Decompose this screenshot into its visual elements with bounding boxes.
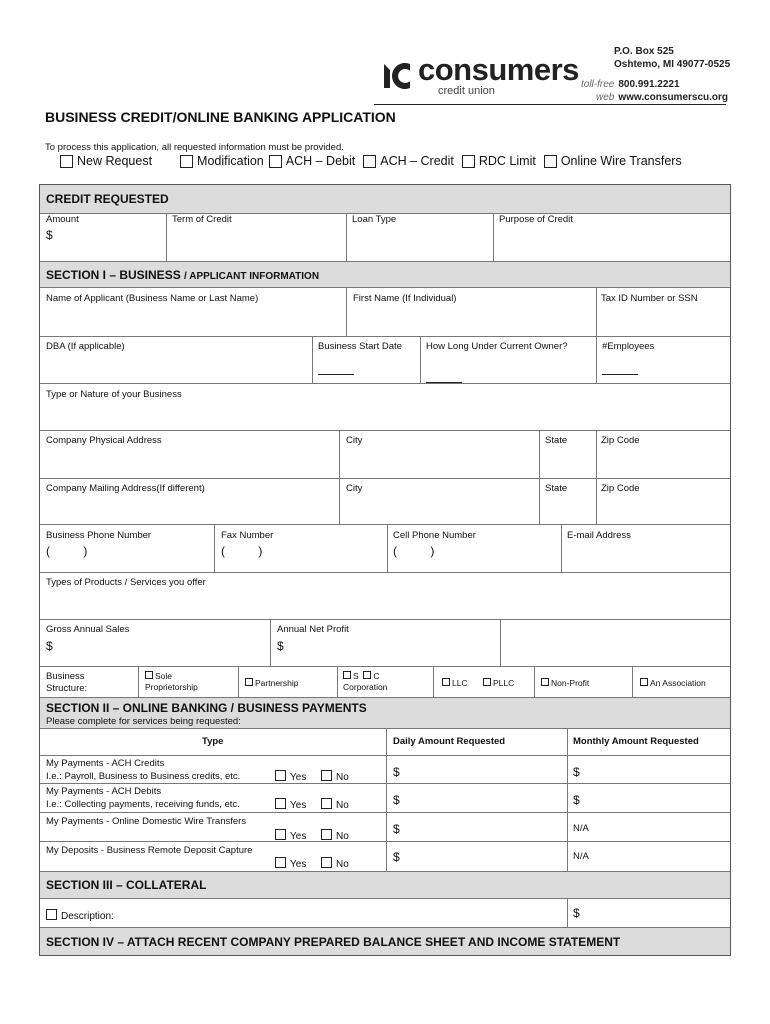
brand-name: consumers (418, 52, 579, 87)
physical-state-field[interactable]: State (545, 435, 568, 446)
dba-field[interactable]: DBA (If applicable) (46, 341, 125, 352)
table-row: My Payments - Online Domestic Wire Transfers (46, 816, 247, 827)
start-date-field[interactable]: Business Start Date (318, 341, 402, 352)
checkbox[interactable] (483, 678, 491, 686)
section-1-header (40, 261, 730, 288)
no-option[interactable]: No (321, 829, 349, 842)
checkbox[interactable] (363, 155, 376, 168)
page-title: BUSINESS CREDIT/ONLINE BANKING APPLICATION (45, 109, 396, 125)
cell-label: Cell Phone Number (393, 530, 476, 541)
checkbox[interactable] (321, 770, 332, 781)
loan-type-label[interactable]: Loan Type (352, 214, 397, 225)
table-row: My Payments - ACH Credits I.e.: Payroll, Business to Business credits, etc. (46, 758, 241, 782)
consumers-logo-icon (380, 62, 416, 90)
amount-label: Amount (46, 214, 79, 225)
physical-address-field[interactable]: Company Physical Address (46, 435, 162, 446)
section-heading: SECTION III – COLLATERAL (46, 878, 207, 892)
yes-option[interactable]: Yes (275, 829, 306, 842)
tollfree-line (581, 79, 680, 90)
monthly-na: N/A (573, 851, 589, 862)
request-options (60, 154, 682, 168)
monthly-amount-field[interactable]: $ (573, 793, 580, 807)
monthly-na: N/A (573, 823, 589, 834)
option-pllc[interactable]: PLLC (483, 678, 514, 688)
no-option[interactable]: No (321, 770, 349, 783)
checkbox[interactable] (321, 829, 332, 840)
employees-field[interactable]: #Employees (602, 341, 655, 352)
amount-field[interactable]: $ (46, 228, 53, 242)
fax-field[interactable]: ( ) (221, 544, 263, 558)
application-form (39, 184, 731, 956)
section-heading: SECTION I – BUSINESS / APPLICANT INFORMATION (46, 268, 320, 282)
option-modification: Modification (180, 154, 264, 168)
no-option[interactable]: No (321, 857, 349, 870)
net-profit-field[interactable]: $ (277, 639, 284, 653)
option-partnership[interactable]: Partnership (245, 678, 298, 688)
business-phone-field[interactable]: ( ) (46, 544, 88, 558)
cell-field[interactable]: ( ) (393, 544, 435, 558)
physical-zip-field[interactable]: Zip Code (601, 435, 640, 446)
mailing-address-field[interactable]: Company Mailing Address(If different) (46, 483, 205, 494)
section-4-header (40, 927, 730, 955)
checkbox[interactable] (275, 857, 286, 868)
brand-subtitle: credit union (438, 85, 495, 97)
daily-amount-field[interactable]: $ (393, 850, 400, 864)
web-label: web (596, 92, 615, 103)
checkbox[interactable] (321, 857, 332, 868)
checkbox[interactable] (321, 798, 332, 809)
daily-amount-field[interactable]: $ (393, 765, 400, 779)
mailing-zip-field[interactable]: Zip Code (601, 483, 640, 494)
col-daily: Daily Amount Requested (393, 736, 506, 747)
option-sole-proprietorship[interactable]: Sole Proprietorship (145, 671, 198, 692)
collateral-description-field[interactable]: Description: (46, 909, 114, 922)
tax-id-field[interactable]: Tax ID Number or SSN (601, 293, 698, 304)
section-3-header (40, 871, 730, 899)
checkbox[interactable] (363, 671, 371, 679)
term-of-credit-label[interactable]: Term of Credit (172, 214, 232, 225)
checkbox[interactable] (275, 829, 286, 840)
option-ach-debit: ACH – Debit (269, 154, 355, 168)
business-structure-label: Business Structure: (46, 671, 88, 694)
tollfree-number: 800.991.2221 (618, 79, 680, 90)
business-nature-field[interactable]: Type or Nature of your Business (46, 389, 182, 400)
header-rule (374, 104, 726, 105)
yes-option[interactable]: Yes (275, 857, 306, 870)
checkbox[interactable] (46, 909, 57, 920)
table-row: My Deposits - Business Remote Deposit Capture (46, 845, 253, 856)
first-name-field[interactable]: First Name (If Individual) (353, 293, 457, 304)
city-line: Oshtemo, MI 49077-0525 (614, 59, 731, 70)
checkbox[interactable] (180, 155, 193, 168)
monthly-amount-field[interactable]: $ (573, 765, 580, 779)
checkbox[interactable] (145, 671, 153, 679)
checkbox[interactable] (275, 798, 286, 809)
option-ach-credit: ACH – Credit (363, 154, 454, 168)
mailing-city-field[interactable]: City (346, 483, 363, 494)
how-long-field[interactable]: How Long Under Current Owner? (426, 341, 568, 352)
checkbox[interactable] (640, 678, 648, 686)
business-phone-label: Business Phone Number (46, 530, 152, 541)
web-line (596, 92, 728, 103)
credit-requested-header (40, 185, 730, 214)
checkbox[interactable] (275, 770, 286, 781)
section-heading: SECTION IV – ATTACH RECENT COMPANY PREPARED BALANCE SHEET AND INCOME STATEMENT (46, 935, 621, 949)
gross-sales-label: Gross Annual Sales (46, 624, 130, 635)
checkbox[interactable] (462, 155, 475, 168)
section-2-note: Please complete for services being requested: (46, 716, 241, 727)
gross-sales-field[interactable]: $ (46, 639, 53, 653)
net-profit-label: Annual Net Profit (277, 624, 349, 635)
checkbox[interactable] (343, 671, 351, 679)
tollfree-label: toll-free (581, 79, 615, 90)
yes-option[interactable]: Yes (275, 770, 306, 783)
option-rdc-limit: RDC Limit (462, 154, 536, 168)
fax-label: Fax Number (221, 530, 274, 541)
web-url: www.consumerscu.org (618, 92, 729, 103)
col-type: Type (202, 736, 224, 747)
option-corporation[interactable]: S C Corporation (343, 671, 388, 692)
table-row: My Payments - ACH Debits I.e.: Collecting payments, receiving funds, etc. (46, 786, 240, 810)
section-heading: CREDIT REQUESTED (46, 192, 169, 206)
option-new-request: New Request (60, 154, 152, 168)
section-2-header (40, 697, 730, 729)
daily-amount-field[interactable]: $ (393, 793, 400, 807)
mailing-state-field[interactable]: State (545, 483, 568, 494)
daily-amount-field[interactable]: $ (393, 822, 400, 836)
checkbox[interactable] (544, 155, 557, 168)
email-field[interactable]: E-mail Address (567, 530, 631, 541)
col-monthly: Monthly Amount Requested (573, 736, 699, 747)
instructions: To process this application, all requested information must be provided. (45, 142, 344, 153)
option-association[interactable]: An Association (640, 678, 706, 688)
checkbox[interactable] (60, 155, 73, 168)
checkbox[interactable] (541, 678, 549, 686)
checkbox[interactable] (245, 678, 253, 686)
purpose-label[interactable]: Purpose of Credit (499, 214, 573, 225)
checkbox[interactable] (269, 155, 282, 168)
option-online-wire: Online Wire Transfers (544, 154, 682, 168)
physical-city-field[interactable]: City (346, 435, 363, 446)
checkbox[interactable] (442, 678, 450, 686)
yes-option[interactable]: Yes (275, 798, 306, 811)
section-heading: SECTION II – ONLINE BANKING / BUSINESS PAYMENTS (46, 701, 367, 715)
collateral-amount-field[interactable]: $ (573, 906, 580, 920)
po-box: P.O. Box 525 (614, 46, 674, 57)
no-option[interactable]: No (321, 798, 349, 811)
products-field[interactable]: Types of Products / Services you offer (46, 577, 206, 588)
option-non-profit[interactable]: Non-Profit (541, 678, 589, 688)
applicant-name-field[interactable]: Name of Applicant (Business Name or Last Name) (46, 293, 259, 304)
option-llc[interactable]: LLC (442, 678, 468, 688)
